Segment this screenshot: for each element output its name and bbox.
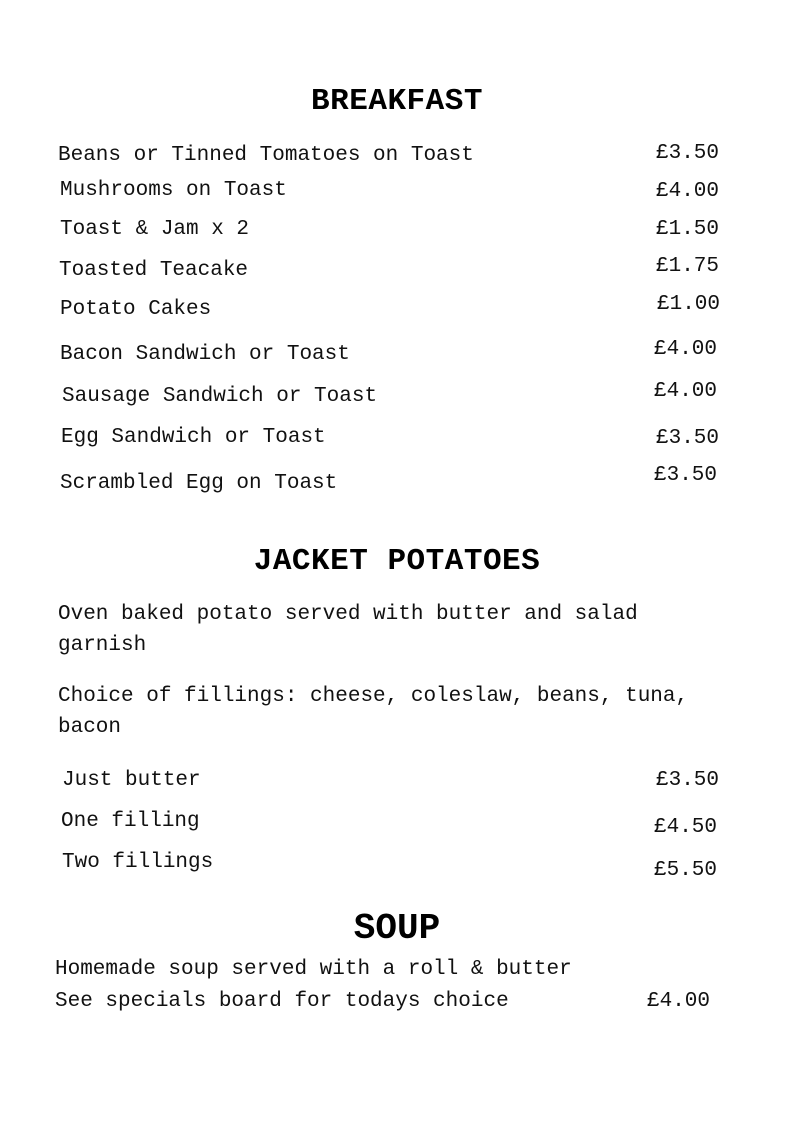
menu-item bbox=[0, 769, 794, 799]
menu-item-name: Egg Sandwich or Toast bbox=[61, 426, 326, 449]
menu-item-price: £4.00 bbox=[654, 338, 718, 361]
menu-item bbox=[0, 218, 794, 248]
soup-description: Homemade soup served with a roll & butter bbox=[55, 958, 572, 981]
jacket-description: Oven baked potato served with butter and salad garnish bbox=[58, 603, 638, 657]
menu-item bbox=[0, 255, 794, 289]
menu-item-name: Potato Cakes bbox=[60, 298, 212, 321]
menu-item-price: £1.00 bbox=[657, 293, 721, 316]
menu-item bbox=[0, 851, 794, 881]
menu-item bbox=[0, 380, 794, 415]
menu-item bbox=[0, 426, 794, 456]
menu-item-name: Toast & Jam x 2 bbox=[60, 218, 250, 241]
menu-item-price: £5.50 bbox=[654, 859, 718, 882]
menu-item-name: Beans or Tinned Tomatoes on Toast bbox=[58, 144, 474, 167]
menu-item bbox=[0, 293, 794, 328]
menu-item-price: £1.75 bbox=[656, 255, 720, 278]
menu-item-price: £4.00 bbox=[654, 380, 718, 403]
menu-item bbox=[0, 338, 794, 373]
menu-item bbox=[0, 144, 794, 174]
menu-item-price: £3.50 bbox=[656, 769, 720, 792]
menu-item-price: £3.50 bbox=[656, 427, 720, 450]
jacket-potatoes-heading: JACKET POTATOES bbox=[253, 544, 541, 579]
soup-price: £4.00 bbox=[647, 990, 711, 1013]
menu-item-price: £1.50 bbox=[656, 218, 720, 241]
soup-heading: SOUP bbox=[353, 908, 441, 949]
menu-item-name: Mushrooms on Toast bbox=[60, 179, 287, 202]
breakfast-heading: BREAKFAST bbox=[311, 84, 483, 119]
menu-item-name: Just butter bbox=[62, 769, 201, 792]
menu-item-price: £3.50 bbox=[656, 142, 720, 165]
menu-item-price: £3.50 bbox=[654, 464, 718, 487]
menu-item-name: Sausage Sandwich or Toast bbox=[62, 385, 378, 408]
menu-item-name: Bacon Sandwich or Toast bbox=[60, 343, 350, 366]
menu-item-name: Scrambled Egg on Toast bbox=[60, 472, 338, 495]
menu-item-price: £4.00 bbox=[656, 180, 720, 203]
menu-item bbox=[0, 464, 794, 502]
jacket-fillings: Choice of fillings: cheese, coleslaw, beans, tuna, bacon bbox=[58, 685, 689, 739]
menu-item bbox=[0, 810, 794, 840]
menu-item-name: One filling bbox=[61, 810, 200, 833]
menu-item-name: Two fillings bbox=[62, 851, 214, 874]
menu-item bbox=[0, 179, 794, 209]
soup-specials-note: See specials board for todays choice bbox=[55, 990, 509, 1013]
menu-item-name: Toasted Teacake bbox=[59, 259, 249, 282]
menu-item-price: £4.50 bbox=[654, 816, 718, 839]
